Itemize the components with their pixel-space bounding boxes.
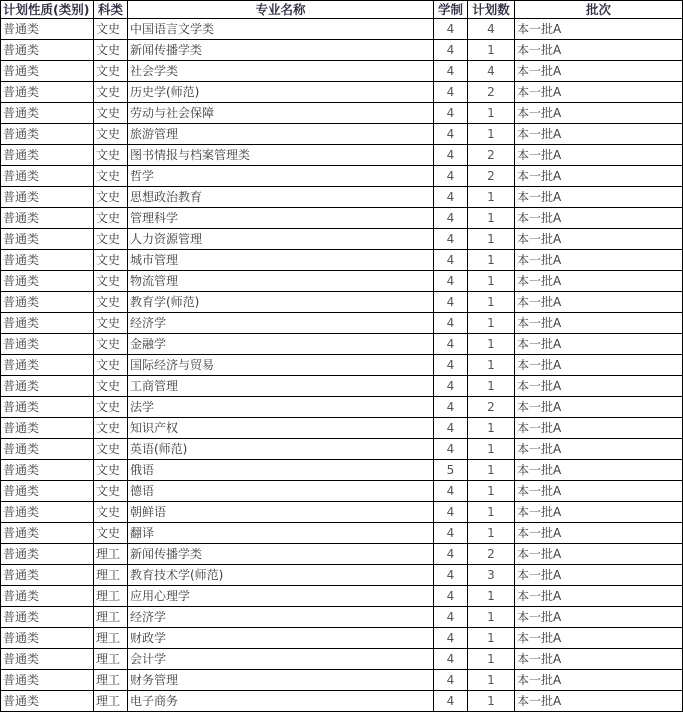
- cell-plan-count: 1: [468, 355, 515, 376]
- cell-major-name: 会计学: [128, 649, 434, 670]
- header-subject-category: 科类: [94, 1, 128, 19]
- table-row: [1, 586, 683, 607]
- table-row: [1, 628, 683, 649]
- cell-subject-category: 文史: [94, 355, 128, 376]
- cell-batch: 本一批A: [515, 208, 683, 229]
- cell-duration: 4: [434, 355, 468, 376]
- cell-major-name: 社会学类: [128, 61, 434, 82]
- cell-batch: 本一批A: [515, 229, 683, 250]
- cell-plan-count: 1: [468, 502, 515, 523]
- cell-plan-count: 1: [468, 376, 515, 397]
- cell-duration: 4: [434, 607, 468, 628]
- cell-subject-category: 文史: [94, 376, 128, 397]
- cell-plan-type: 普通类: [1, 628, 94, 649]
- cell-subject-category: 理工: [94, 691, 128, 712]
- table-row: [1, 565, 683, 586]
- table-body: [1, 19, 683, 712]
- cell-plan-type: 普通类: [1, 19, 94, 40]
- cell-plan-type: 普通类: [1, 103, 94, 124]
- cell-batch: 本一批A: [515, 502, 683, 523]
- cell-plan-count: 1: [468, 271, 515, 292]
- cell-plan-type: 普通类: [1, 418, 94, 439]
- header-major-name: 专业名称: [128, 1, 434, 19]
- table-row: [1, 229, 683, 250]
- cell-duration: 4: [434, 271, 468, 292]
- cell-batch: 本一批A: [515, 397, 683, 418]
- cell-subject-category: 文史: [94, 292, 128, 313]
- cell-plan-count: 1: [468, 439, 515, 460]
- cell-subject-category: 理工: [94, 586, 128, 607]
- cell-major-name: 管理科学: [128, 208, 434, 229]
- table-row: [1, 82, 683, 103]
- table-row: [1, 607, 683, 628]
- cell-plan-count: 2: [468, 544, 515, 565]
- cell-duration: 4: [434, 397, 468, 418]
- cell-major-name: 历史学(师范): [128, 82, 434, 103]
- cell-duration: 4: [434, 481, 468, 502]
- cell-batch: 本一批A: [515, 376, 683, 397]
- cell-duration: 4: [434, 292, 468, 313]
- cell-major-name: 新闻传播学类: [128, 544, 434, 565]
- cell-duration: 4: [434, 670, 468, 691]
- cell-subject-category: 文史: [94, 208, 128, 229]
- table-row: [1, 271, 683, 292]
- cell-duration: 4: [434, 124, 468, 145]
- cell-plan-type: 普通类: [1, 397, 94, 418]
- cell-subject-category: 文史: [94, 166, 128, 187]
- cell-major-name: 经济学: [128, 313, 434, 334]
- table-row: [1, 250, 683, 271]
- cell-batch: 本一批A: [515, 523, 683, 544]
- cell-plan-count: 1: [468, 313, 515, 334]
- cell-duration: 4: [434, 334, 468, 355]
- cell-plan-type: 普通类: [1, 292, 94, 313]
- cell-plan-type: 普通类: [1, 208, 94, 229]
- cell-plan-type: 普通类: [1, 607, 94, 628]
- cell-plan-count: 1: [468, 628, 515, 649]
- table-row: [1, 544, 683, 565]
- cell-subject-category: 文史: [94, 397, 128, 418]
- cell-plan-type: 普通类: [1, 334, 94, 355]
- cell-duration: 4: [434, 40, 468, 61]
- cell-subject-category: 文史: [94, 19, 128, 40]
- cell-subject-category: 理工: [94, 649, 128, 670]
- cell-major-name: 电子商务: [128, 691, 434, 712]
- cell-batch: 本一批A: [515, 481, 683, 502]
- cell-major-name: 教育技术学(师范): [128, 565, 434, 586]
- cell-subject-category: 理工: [94, 628, 128, 649]
- cell-duration: 4: [434, 145, 468, 166]
- cell-plan-type: 普通类: [1, 313, 94, 334]
- cell-batch: 本一批A: [515, 250, 683, 271]
- cell-subject-category: 文史: [94, 460, 128, 481]
- cell-plan-count: 2: [468, 82, 515, 103]
- cell-plan-type: 普通类: [1, 124, 94, 145]
- cell-plan-type: 普通类: [1, 355, 94, 376]
- cell-batch: 本一批A: [515, 61, 683, 82]
- cell-duration: 4: [434, 166, 468, 187]
- cell-subject-category: 文史: [94, 334, 128, 355]
- table-row: [1, 313, 683, 334]
- cell-batch: 本一批A: [515, 649, 683, 670]
- cell-plan-count: 1: [468, 523, 515, 544]
- cell-plan-type: 普通类: [1, 145, 94, 166]
- cell-plan-type: 普通类: [1, 187, 94, 208]
- cell-subject-category: 文史: [94, 439, 128, 460]
- cell-plan-count: 1: [468, 481, 515, 502]
- cell-plan-type: 普通类: [1, 439, 94, 460]
- cell-subject-category: 理工: [94, 544, 128, 565]
- cell-subject-category: 文史: [94, 145, 128, 166]
- cell-batch: 本一批A: [515, 313, 683, 334]
- cell-subject-category: 文史: [94, 418, 128, 439]
- cell-plan-type: 普通类: [1, 82, 94, 103]
- cell-plan-count: 1: [468, 208, 515, 229]
- cell-plan-type: 普通类: [1, 502, 94, 523]
- cell-plan-type: 普通类: [1, 40, 94, 61]
- cell-major-name: 教育学(师范): [128, 292, 434, 313]
- table-row: [1, 40, 683, 61]
- cell-plan-count: 1: [468, 334, 515, 355]
- cell-subject-category: 文史: [94, 502, 128, 523]
- header-duration: 学制: [434, 1, 468, 19]
- cell-plan-type: 普通类: [1, 565, 94, 586]
- cell-plan-count: 1: [468, 124, 515, 145]
- cell-batch: 本一批A: [515, 418, 683, 439]
- cell-duration: 4: [434, 586, 468, 607]
- cell-plan-count: 1: [468, 103, 515, 124]
- cell-plan-count: 1: [468, 607, 515, 628]
- cell-major-name: 英语(师范): [128, 439, 434, 460]
- cell-major-name: 劳动与社会保障: [128, 103, 434, 124]
- cell-subject-category: 文史: [94, 250, 128, 271]
- cell-batch: 本一批A: [515, 439, 683, 460]
- cell-duration: 4: [434, 691, 468, 712]
- table-row: [1, 61, 683, 82]
- cell-plan-type: 普通类: [1, 271, 94, 292]
- cell-duration: 4: [434, 82, 468, 103]
- cell-batch: 本一批A: [515, 82, 683, 103]
- cell-plan-count: 1: [468, 649, 515, 670]
- cell-batch: 本一批A: [515, 544, 683, 565]
- table-row: [1, 334, 683, 355]
- table-row: [1, 649, 683, 670]
- cell-batch: 本一批A: [515, 586, 683, 607]
- cell-major-name: 图书情报与档案管理类: [128, 145, 434, 166]
- cell-major-name: 法学: [128, 397, 434, 418]
- cell-batch: 本一批A: [515, 460, 683, 481]
- cell-plan-type: 普通类: [1, 544, 94, 565]
- cell-major-name: 旅游管理: [128, 124, 434, 145]
- cell-plan-type: 普通类: [1, 691, 94, 712]
- cell-batch: 本一批A: [515, 166, 683, 187]
- cell-batch: 本一批A: [515, 691, 683, 712]
- cell-plan-count: 2: [468, 166, 515, 187]
- cell-duration: 4: [434, 523, 468, 544]
- cell-batch: 本一批A: [515, 628, 683, 649]
- cell-plan-count: 1: [468, 460, 515, 481]
- table-row: [1, 691, 683, 712]
- cell-plan-count: 1: [468, 586, 515, 607]
- cell-plan-type: 普通类: [1, 166, 94, 187]
- cell-batch: 本一批A: [515, 355, 683, 376]
- cell-major-name: 思想政治教育: [128, 187, 434, 208]
- cell-plan-type: 普通类: [1, 649, 94, 670]
- cell-subject-category: 文史: [94, 271, 128, 292]
- cell-duration: 4: [434, 61, 468, 82]
- cell-subject-category: 文史: [94, 481, 128, 502]
- cell-subject-category: 文史: [94, 124, 128, 145]
- header-plan-type: 计划性质(类别): [1, 1, 94, 19]
- cell-batch: 本一批A: [515, 292, 683, 313]
- cell-subject-category: 理工: [94, 565, 128, 586]
- cell-plan-count: 1: [468, 418, 515, 439]
- cell-duration: 4: [434, 376, 468, 397]
- table-row: [1, 670, 683, 691]
- cell-plan-count: 1: [468, 229, 515, 250]
- table-header-row: [1, 1, 683, 19]
- cell-duration: 4: [434, 565, 468, 586]
- table-row: [1, 166, 683, 187]
- cell-major-name: 城市管理: [128, 250, 434, 271]
- cell-major-name: 物流管理: [128, 271, 434, 292]
- cell-subject-category: 文史: [94, 229, 128, 250]
- cell-batch: 本一批A: [515, 103, 683, 124]
- cell-major-name: 财政学: [128, 628, 434, 649]
- cell-plan-type: 普通类: [1, 523, 94, 544]
- cell-batch: 本一批A: [515, 19, 683, 40]
- cell-batch: 本一批A: [515, 565, 683, 586]
- cell-plan-count: 2: [468, 145, 515, 166]
- cell-plan-type: 普通类: [1, 586, 94, 607]
- cell-major-name: 知识产权: [128, 418, 434, 439]
- cell-plan-count: 1: [468, 691, 515, 712]
- cell-duration: 4: [434, 628, 468, 649]
- table-row: [1, 376, 683, 397]
- cell-duration: 4: [434, 418, 468, 439]
- cell-major-name: 德语: [128, 481, 434, 502]
- cell-subject-category: 文史: [94, 187, 128, 208]
- cell-subject-category: 文史: [94, 40, 128, 61]
- table-row: [1, 502, 683, 523]
- cell-duration: 4: [434, 544, 468, 565]
- cell-duration: 4: [434, 439, 468, 460]
- cell-subject-category: 理工: [94, 670, 128, 691]
- cell-batch: 本一批A: [515, 145, 683, 166]
- table-row: [1, 481, 683, 502]
- table-row: [1, 124, 683, 145]
- cell-subject-category: 文史: [94, 82, 128, 103]
- cell-batch: 本一批A: [515, 271, 683, 292]
- cell-major-name: 国际经济与贸易: [128, 355, 434, 376]
- header-plan-count: 计划数: [468, 1, 515, 19]
- cell-duration: 4: [434, 649, 468, 670]
- cell-major-name: 经济学: [128, 607, 434, 628]
- cell-plan-type: 普通类: [1, 481, 94, 502]
- table-row: [1, 418, 683, 439]
- cell-major-name: 俄语: [128, 460, 434, 481]
- cell-major-name: 应用心理学: [128, 586, 434, 607]
- cell-duration: 4: [434, 208, 468, 229]
- cell-plan-count: 4: [468, 61, 515, 82]
- cell-major-name: 中国语言文学类: [128, 19, 434, 40]
- cell-major-name: 工商管理: [128, 376, 434, 397]
- cell-plan-count: 1: [468, 292, 515, 313]
- cell-batch: 本一批A: [515, 124, 683, 145]
- cell-plan-count: 1: [468, 670, 515, 691]
- table-row: [1, 523, 683, 544]
- cell-batch: 本一批A: [515, 670, 683, 691]
- cell-subject-category: 文史: [94, 103, 128, 124]
- cell-plan-type: 普通类: [1, 670, 94, 691]
- cell-plan-type: 普通类: [1, 61, 94, 82]
- cell-duration: 4: [434, 19, 468, 40]
- cell-plan-type: 普通类: [1, 250, 94, 271]
- cell-duration: 4: [434, 229, 468, 250]
- cell-duration: 4: [434, 502, 468, 523]
- cell-major-name: 朝鲜语: [128, 502, 434, 523]
- cell-plan-count: 1: [468, 40, 515, 61]
- table-row: [1, 460, 683, 481]
- cell-batch: 本一批A: [515, 187, 683, 208]
- cell-plan-count: 1: [468, 187, 515, 208]
- table-row: [1, 439, 683, 460]
- cell-plan-count: 2: [468, 397, 515, 418]
- cell-major-name: 哲学: [128, 166, 434, 187]
- cell-subject-category: 理工: [94, 607, 128, 628]
- cell-batch: 本一批A: [515, 40, 683, 61]
- cell-major-name: 金融学: [128, 334, 434, 355]
- cell-duration: 4: [434, 187, 468, 208]
- cell-subject-category: 文史: [94, 61, 128, 82]
- cell-major-name: 财务管理: [128, 670, 434, 691]
- table-row: [1, 19, 683, 40]
- cell-plan-type: 普通类: [1, 460, 94, 481]
- cell-subject-category: 文史: [94, 313, 128, 334]
- table-row: [1, 187, 683, 208]
- table-row: [1, 397, 683, 418]
- cell-duration: 4: [434, 103, 468, 124]
- table-row: [1, 292, 683, 313]
- cell-major-name: 新闻传播学类: [128, 40, 434, 61]
- cell-plan-type: 普通类: [1, 376, 94, 397]
- cell-plan-type: 普通类: [1, 229, 94, 250]
- cell-subject-category: 文史: [94, 523, 128, 544]
- header-batch: 批次: [515, 1, 683, 19]
- cell-major-name: 人力资源管理: [128, 229, 434, 250]
- table-row: [1, 355, 683, 376]
- table-row: [1, 103, 683, 124]
- cell-batch: 本一批A: [515, 334, 683, 355]
- cell-duration: 4: [434, 250, 468, 271]
- cell-plan-count: 1: [468, 250, 515, 271]
- cell-major-name: 翻译: [128, 523, 434, 544]
- cell-plan-count: 4: [468, 19, 515, 40]
- cell-plan-count: 3: [468, 565, 515, 586]
- table-row: [1, 208, 683, 229]
- cell-duration: 5: [434, 460, 468, 481]
- cell-duration: 4: [434, 313, 468, 334]
- table-row: [1, 145, 683, 166]
- cell-batch: 本一批A: [515, 607, 683, 628]
